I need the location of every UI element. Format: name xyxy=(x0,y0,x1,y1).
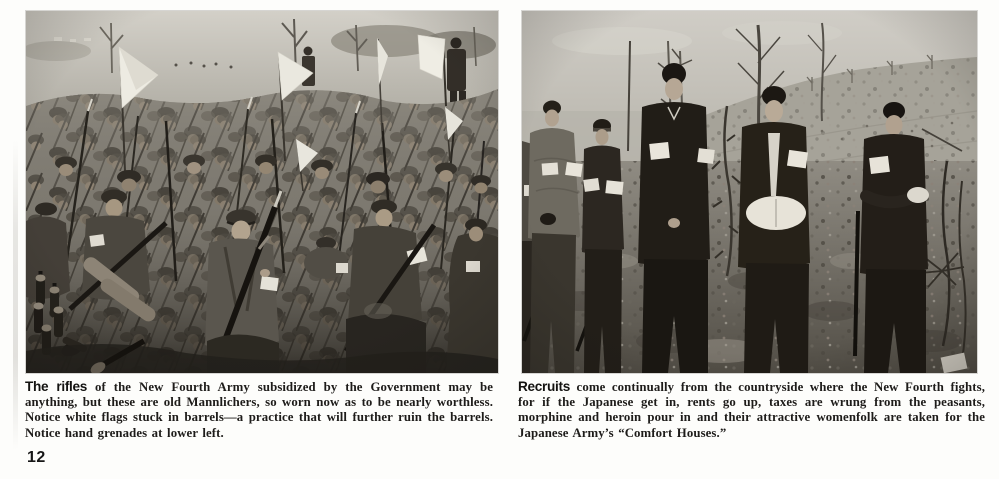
left-photo xyxy=(26,11,498,373)
vignette xyxy=(26,11,498,373)
page-number: 12 xyxy=(27,449,46,466)
right-photo xyxy=(522,11,977,373)
vignette xyxy=(522,11,977,373)
left-photo-caption xyxy=(25,379,493,441)
caption-body-right: come continually from the countryside where the New Fourth fights, for if the Japanese get in, rents go up, taxes are wrung from the peasants, morphine and heroin pour in and their attractive womenfolk are taken for the Japanese Army’s “Comfort Houses.” xyxy=(518,380,985,440)
caption-lead-recruits: Recruits xyxy=(518,379,570,394)
caption-body-left: of the New Fourth Army subsidized by the Government may be anything, but these are old Mannlichers, so worn now as to be nearly worthless. Notice white flags stuck in barrels—a practice that will further ruin the barrels. Notice hand grenades at lower left. xyxy=(25,380,493,440)
right-photo-caption xyxy=(518,379,985,441)
scan-edge-artifact xyxy=(13,140,18,450)
caption-lead-the-rifles: The rifles xyxy=(25,379,88,394)
